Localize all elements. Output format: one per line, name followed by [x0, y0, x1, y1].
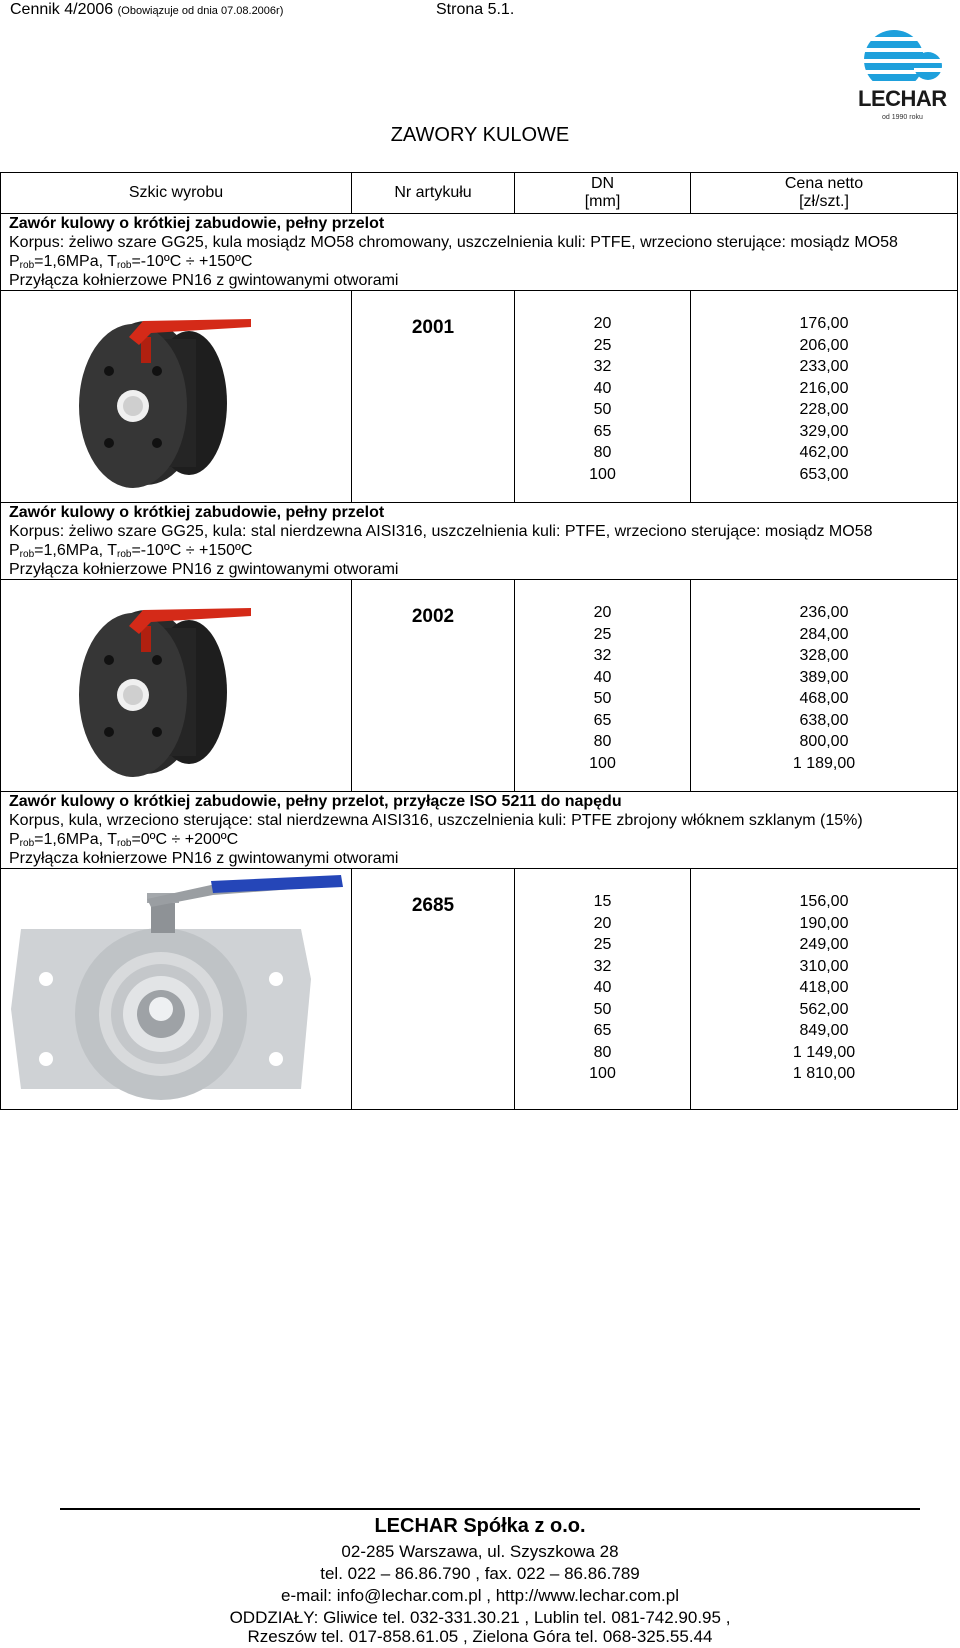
dn-list — [515, 580, 691, 792]
section-body: Korpus, kula, wrzeciono sterujące: stal nierdzewna AISI316, uszczelnienia kuli: PTFE zbrojony włóknem szklanym (15%) — [9, 812, 863, 829]
footer-address: 02-285 Warszawa, ul. Szyszkowa 28 — [341, 1542, 619, 1561]
dn-value: 20 — [593, 914, 612, 932]
price-value: 1 149,00 — [792, 1043, 856, 1061]
page-number: Strona 5.1. — [436, 1, 515, 18]
price-list-header — [10, 1, 283, 19]
dn-value: 20 — [593, 604, 612, 621]
section-description — [1, 503, 958, 580]
section-pressure-temp: $P_{rob}=1,6MPa$, $T_{rob}=-10ºC$ ÷ +150ºC — [9, 253, 253, 271]
lechar-logo — [848, 26, 948, 126]
product-image-cell — [1, 291, 352, 503]
price-value: 849,00 — [799, 1022, 849, 1039]
black-ball-valve-icon — [1, 580, 351, 786]
stainless-ball-valve-icon — [1, 869, 351, 1104]
dn-value: 25 — [593, 625, 612, 643]
product-row — [1, 291, 958, 503]
price-value: 310,00 — [799, 957, 849, 975]
dn-value: 40 — [593, 668, 612, 686]
section-pressure-temp: $P_{rob}=1,6MPa$, $T_{rob}=0ºC$ ÷ +200ºC — [9, 831, 239, 849]
price-value: 249,00 — [799, 936, 849, 953]
article-number: 2002 — [352, 580, 515, 792]
header-sketch: Szkic wyrobu — [1, 173, 352, 214]
price-value: 216,00 — [799, 379, 849, 397]
section-title: Zawór kulowy o krótkiej zabudowie, pełny przelot — [9, 504, 385, 521]
dn-value: 80 — [593, 1043, 612, 1061]
dn-value: 32 — [593, 358, 612, 375]
section-body: Korpus: żeliwo szare GG25, kula: stal nierdzewna AISI316, uszczelnienia kuli: PTFE, wrzeciono sterujące: mosiądz MO58 — [9, 523, 873, 540]
product-image-cell — [1, 580, 352, 792]
section-flange: Przyłącza kołnierzowe PN16 z gwintowanymi otworami — [9, 561, 399, 578]
dn-value: 20 — [593, 315, 612, 332]
price-value: 328,00 — [799, 647, 849, 664]
price-value: 233,00 — [799, 358, 849, 375]
price-value: 206,00 — [799, 336, 849, 354]
price-list — [691, 869, 958, 1110]
price-list — [691, 291, 958, 503]
article-number: 2001 — [352, 291, 515, 503]
dn-value: 65 — [593, 422, 612, 440]
logo-since-text: od 1990 roku — [882, 114, 923, 121]
dn-value: 32 — [593, 957, 612, 975]
dn-value: 50 — [593, 401, 612, 418]
dn-value: 100 — [589, 754, 616, 772]
price-value: 418,00 — [799, 979, 849, 996]
dn-value: 32 — [593, 647, 612, 664]
section-pressure-temp: $P_{rob}=1,6MPa$, $T_{rob}=-10ºC$ ÷ +150ºC — [9, 542, 253, 560]
price-list — [691, 580, 958, 792]
dn-value: 50 — [593, 1000, 612, 1018]
price-value: 156,00 — [799, 893, 849, 910]
dn-value: 50 — [593, 690, 612, 707]
dn-value: 40 — [593, 379, 612, 397]
black-ball-valve-icon — [1, 291, 351, 497]
dn-value: 15 — [593, 893, 612, 910]
dn-value: 65 — [593, 1022, 612, 1039]
article-number: 2685 — [352, 869, 515, 1110]
header-price: Cena netto [zł/szt.] — [691, 173, 958, 214]
section-flange: Przyłącza kołnierzowe PN16 z gwintowanymi otworami — [9, 850, 399, 867]
product-row — [1, 869, 958, 1110]
price-value: 653,00 — [799, 465, 849, 483]
dn-value: 100 — [589, 465, 616, 483]
price-value: 1 189,00 — [792, 754, 856, 772]
section-description-row — [1, 503, 958, 580]
footer-divider — [60, 1508, 920, 1510]
price-value: 462,00 — [799, 444, 849, 461]
dn-value: 25 — [593, 936, 612, 953]
dn-value: 65 — [593, 711, 612, 729]
dn-value: 25 — [593, 336, 612, 354]
dn-value: 80 — [593, 444, 612, 461]
price-value: 1 810,00 — [792, 1065, 856, 1082]
header-article: Nr artykułu — [352, 173, 515, 214]
price-value: 389,00 — [799, 668, 849, 686]
price-value: 176,00 — [799, 315, 849, 332]
section-flange: Przyłącza kołnierzowe PN16 z gwintowanymi otworami — [9, 272, 399, 289]
section-title: Zawór kulowy o krótkiej zabudowie, pełny przelot, przyłącze ISO 5211 do napędu — [9, 793, 622, 810]
price-value: 190,00 — [799, 914, 849, 932]
section-description-row — [1, 214, 958, 291]
footer-web: e-mail: info@lechar.com.pl , http://www.lechar.com.pl — [280, 1586, 680, 1605]
price-value: 800,00 — [799, 733, 849, 750]
price-value: 638,00 — [799, 711, 849, 729]
section-body: Korpus: żeliwo szare GG25, kula mosiądz MO58 chromowany, uszczelnienia kuli: PTFE, wrzeciono sterujące: mosiądz MO58 — [9, 234, 898, 251]
dn-list — [515, 291, 691, 503]
price-value: 236,00 — [799, 604, 849, 621]
dn-list — [515, 869, 691, 1110]
price-value: 329,00 — [799, 422, 849, 440]
footer-phone: tel. 022 – 86.86.790 , fax. 022 – 86.86.789 — [320, 1564, 640, 1583]
logo-brand-text: LECHAR — [858, 86, 947, 111]
price-table — [0, 172, 958, 1110]
price-list-number: Cennik 4/2006 — [10, 1, 114, 18]
footer-company: LECHAR Spółka z o.o. — [374, 1515, 586, 1537]
product-image-cell — [1, 869, 352, 1110]
footer-branches: Rzeszów tel. 017-858.61.05 , Zielona Góra tel. 068-325.55.44 — [247, 1627, 713, 1646]
dn-value: 100 — [589, 1065, 616, 1082]
price-value: 228,00 — [799, 401, 849, 418]
footer-branches: ODDZIAŁY: Gliwice tel. 032-331.30.21 , Lublin tel. 081-742.90.95 , — [229, 1608, 731, 1627]
page-title: ZAWORY KULOWE — [390, 124, 570, 146]
section-description — [1, 792, 958, 869]
section-title: Zawór kulowy o krótkiej zabudowie, pełny przelot — [9, 215, 385, 232]
product-row — [1, 580, 958, 792]
dn-value: 80 — [593, 733, 612, 750]
price-value: 284,00 — [799, 625, 849, 643]
table-header-row — [1, 173, 958, 214]
header-dn: DN [mm] — [515, 173, 691, 214]
validity-note: (Obowiązuje od dnia 07.08.2006r) — [117, 5, 284, 17]
section-description-row — [1, 792, 958, 869]
price-value: 468,00 — [799, 690, 849, 707]
section-description — [1, 214, 958, 291]
price-value: 562,00 — [799, 1000, 849, 1018]
dn-value: 40 — [593, 979, 612, 996]
